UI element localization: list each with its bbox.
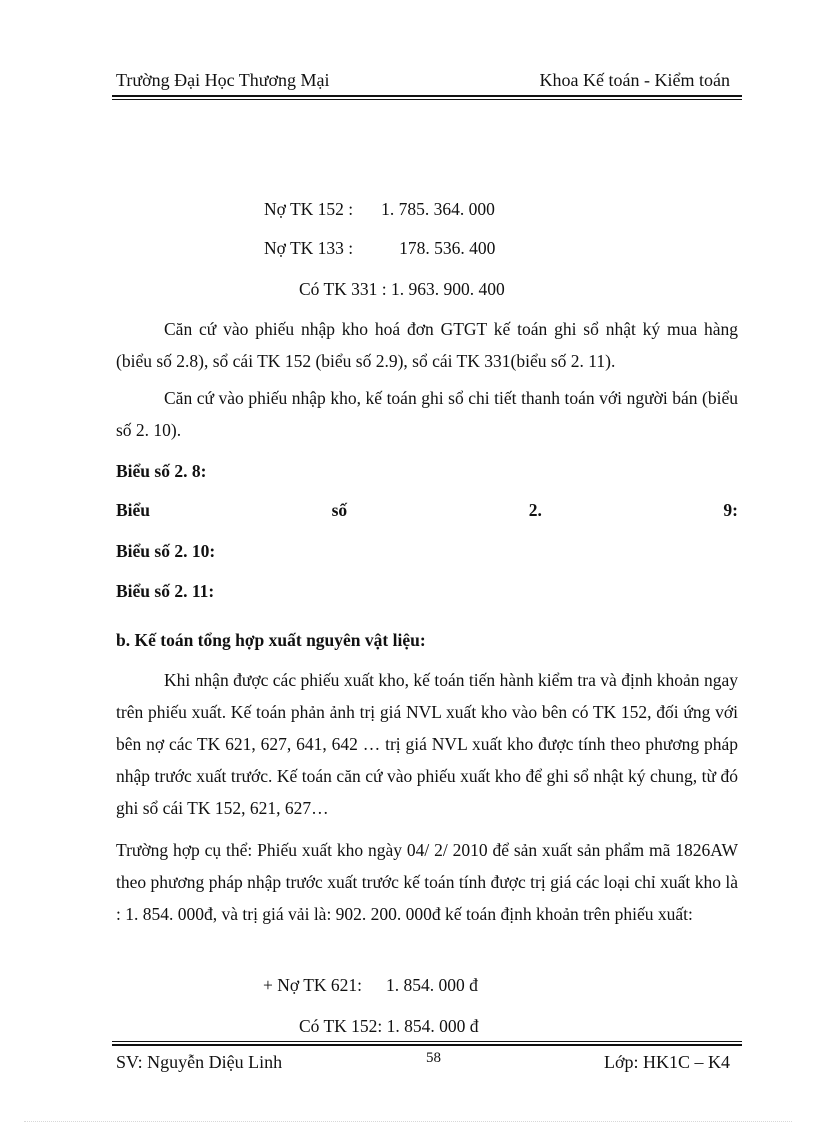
entry-debit-621	[263, 975, 478, 996]
bieu-word: số	[331, 500, 348, 520]
header-faculty-name: Khoa Kế toán - Kiểm toán	[539, 70, 730, 90]
bieu-2-10-label: Biểu số 2. 10:	[116, 541, 216, 561]
bieu-2-8-label: Biểu số 2. 8:	[116, 461, 207, 481]
paragraph-purchase-journal: Căn cứ vào phiếu nhập kho hoá đơn GTGT kế toán ghi sổ nhật ký mua hàng (biểu số 2.8), sổ cái TK 152 (biểu số 2.9), sổ cái TK 331(biểu số 2. 11).	[116, 319, 738, 371]
entry-credit-152	[299, 1016, 479, 1037]
entry-value: 178. 536. 400	[399, 238, 496, 258]
entry-label: Nợ TK 152 :	[264, 199, 354, 219]
entry-label: Có TK 331 :	[299, 279, 387, 299]
bieu-2-9-label	[116, 500, 738, 521]
footer-rule-thin	[112, 1041, 742, 1042]
entry-debit-133	[264, 238, 495, 259]
entry-value: 1. 854. 000 đ	[386, 1016, 479, 1036]
paragraph-specific-case: Trường hợp cụ thể: Phiếu xuất kho ngày 04/ 2/ 2010 để sản xuất sản phẩm mã 1826AW theo phương pháp nhập trước xuất trước kế toán tính được trị giá các loại chỉ xuất kho là : 1. 854. 000đ, và trị giá vải là: 902. 200. 000đ kế toán định khoản trên phiếu xuất:	[116, 840, 738, 924]
footer-page-number: 58	[426, 1050, 441, 1066]
bieu-word: 2.	[528, 500, 542, 520]
footer-student-name: SV: Nguyễn Diệu Linh	[116, 1052, 283, 1072]
footer-class: Lớp: HK1C – K4	[603, 1052, 730, 1072]
page-bottom-divider	[24, 1121, 792, 1122]
footer-rule-thick	[112, 1044, 742, 1046]
header-school-name: Trường Đại Học Thương Mại	[116, 70, 330, 90]
entry-label: + Nợ TK 621:	[263, 975, 363, 995]
entry-credit-331	[299, 279, 505, 300]
bieu-word: 9:	[723, 500, 738, 520]
paragraph-export-process: Khi nhận được các phiếu xuất kho, kế toán tiến hành kiểm tra và định khoản ngay trên phiếu xuất. Kế toán phản ảnh trị giá NVL xuất kho vào bên có TK 152, đối ứng với bên nợ các TK 621, 627, 641, 642 … trị giá NVL xuất kho được tính theo phương pháp nhập trước xuất trước. Kế toán căn cứ vào phiếu xuất kho để ghi sổ nhật ký chung, từ đó ghi sổ cái TK 152, 621, 627…	[116, 670, 738, 818]
section-heading: b. Kế toán tổng hợp xuất nguyên vật liệu:	[116, 630, 426, 650]
entry-label: Có TK 152:	[299, 1016, 383, 1036]
entry-label: Nợ TK 133 :	[264, 238, 354, 258]
bieu-2-11-label: Biểu số 2. 11:	[116, 581, 215, 601]
header-rule-thin	[112, 99, 742, 100]
bieu-word: Biểu	[116, 500, 151, 520]
entry-debit-152	[264, 199, 495, 220]
header-rule-thick	[112, 95, 742, 97]
paragraph-supplier-ledger: Căn cứ vào phiếu nhập kho, kế toán ghi sổ chi tiết thanh toán với người bán (biểu số 2. 10).	[116, 388, 738, 440]
entry-value: 1. 963. 900. 400	[391, 279, 505, 299]
entry-value: 1. 854. 000 đ	[386, 975, 478, 995]
entry-value: 1. 785. 364. 000	[381, 199, 495, 219]
